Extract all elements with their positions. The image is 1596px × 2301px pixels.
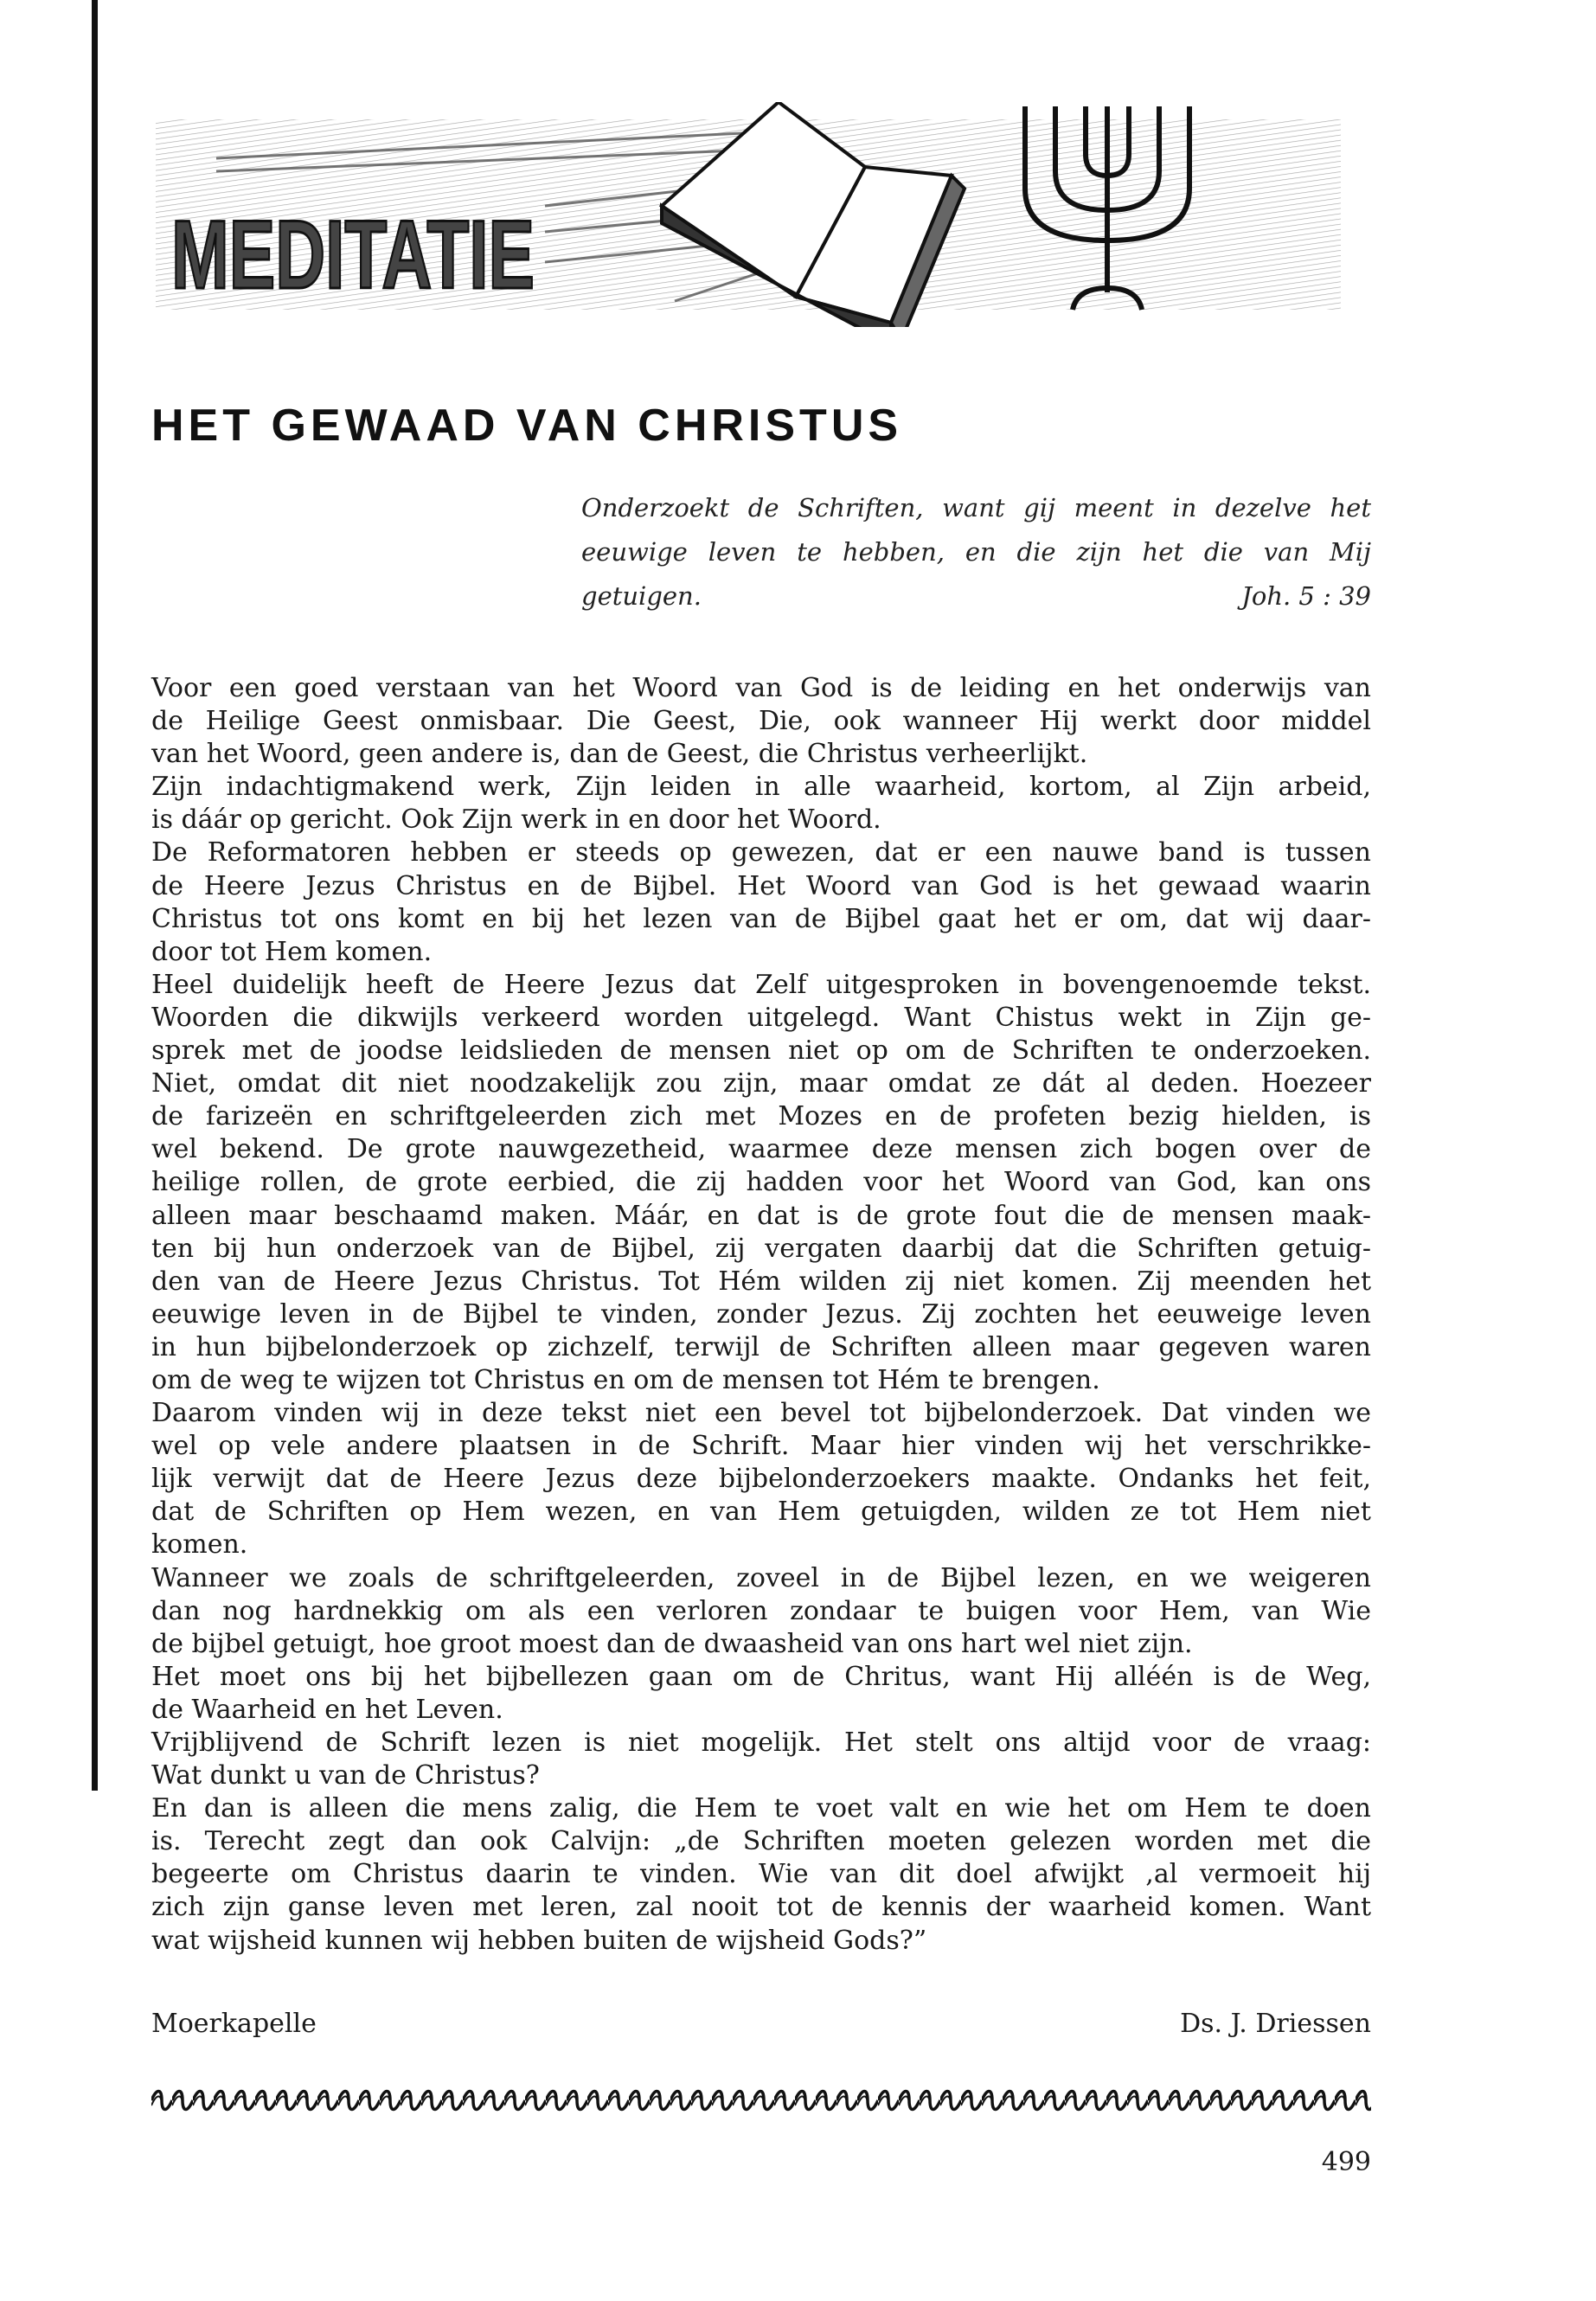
paragraph-line: dan nog hardnekkig om als een verloren zondaar te buigen voor Hem, van Wie xyxy=(151,1595,1371,1626)
page-title: HET GEWAAD VAN CHRISTUS xyxy=(151,401,903,451)
paragraph-line: de Waarheid en het Leven. xyxy=(151,1694,503,1725)
article-body xyxy=(151,672,1371,1958)
page-edge-rule xyxy=(92,0,98,1791)
banner-word: MEDITATIE xyxy=(171,201,535,309)
paragraph-line: van het Woord, geen andere is, dan de Geest, die Christus verheerlijkt. xyxy=(151,739,1088,770)
paragraph-line: wel bekend. De grote nauwgezetheid, waarmee deze mensen zich bogen over de xyxy=(151,1134,1371,1165)
paragraph-line: is. Terecht zegt dan ook Calvijn: „de Schriften moeten gelezen worden met die xyxy=(151,1826,1371,1857)
paragraph-line: zich zijn ganse leven met leren, zal nooit tot de kennis der waarheid komen. Want xyxy=(151,1892,1371,1923)
paragraph-line: begeerte om Christus daarin te vinden. Wie van dit doel afwijkt ,al vermoeit hij xyxy=(151,1859,1371,1890)
paragraph-line: de Heilige Geest onmisbaar. Die Geest, Die, ook wanneer Hij werkt door middel xyxy=(151,706,1371,737)
paragraph-line: Vrijblijvend de Schrift lezen is niet mogelijk. Het stelt ons altijd voor de vraag: xyxy=(151,1727,1371,1758)
paragraph-line: eeuwige leven in de Bijbel te vinden, zonder Jezus. Zij zochten het eeuweige leven xyxy=(151,1298,1371,1330)
paragraph-line: de bijbel getuigt, hoe groot moest dan de dwaasheid van ons hart wel niet zijn. xyxy=(151,1628,1193,1659)
paragraph-line: Wanneer we zoals de schriftgeleerden, zoveel in de Bijbel lezen, en we weigeren xyxy=(151,1562,1371,1593)
paragraph-line: Voor een goed verstaan van het Woord van God is de leiding en het onderwijs van xyxy=(151,673,1371,703)
paragraph-line: om de weg te wijzen tot Christus en om de mensen tot Hém te brengen. xyxy=(151,1364,1100,1395)
paragraph-line: in hun bijbelonderzoek op zichzelf, terwijl de Schriften alleen maar gegeven waren xyxy=(151,1331,1371,1362)
paragraph-line: wel op vele andere plaatsen in de Schrift. Maar hier vinden wij het verschrikke- xyxy=(151,1431,1371,1462)
paragraph-line: Zijn indachtigmakend werk, Zijn leiden in alle waarheid, kortom, al Zijn arbeid, xyxy=(151,772,1371,803)
paragraph-line: ten bij hun onderzoek van de Bijbel, zij vergaten daarbij dat die Schriften getuig- xyxy=(151,1233,1371,1264)
paragraph-line: den van de Heere Jezus Christus. Tot Hém wilden zij niet komen. Zij meenden het xyxy=(151,1266,1371,1297)
epigraph-quote xyxy=(581,486,1371,619)
paragraph-line: Heel duidelijk heeft de Heere Jezus dat Zelf uitgesproken in bovengenoemde tekst. xyxy=(151,969,1371,1000)
paragraph-line: wat wijsheid kunnen wij hebben buiten de wijsheid Gods?” xyxy=(151,1925,927,1956)
paragraph-line: alleen maar beschaamd maken. Máár, en dat is de grote fout die de mensen maak- xyxy=(151,1200,1371,1231)
signature-place: Moerkapelle xyxy=(151,2009,317,2039)
paragraph-line: Woorden die dikwijls verkeerd worden uitgelegd. Want Chistus wekt in Zijn ge- xyxy=(151,1002,1371,1033)
signature-author: Ds. J. Driessen xyxy=(1180,2009,1371,2039)
paragraph-line: door tot Hem komen. xyxy=(151,936,433,967)
paragraph-line: Wat dunkt u van de Christus? xyxy=(151,1760,540,1791)
paragraph-line: Daarom vinden wij in deze tekst niet een bevel tot bijbelonderzoek. Dat vinden we xyxy=(151,1398,1371,1429)
paragraph-line: heilige rollen, de grote eerbied, die zij hadden voor het Woord van God, kan ons xyxy=(151,1167,1371,1198)
paragraph-line: Het moet ons bij het bijbellezen gaan om de Chritus, want Hij alléén is de Weg, xyxy=(151,1661,1371,1692)
epigraph-line: getuigen. xyxy=(581,581,702,611)
epigraph-line: Onderzoekt de Schriften, want gij meent in dezelve het xyxy=(581,493,1371,522)
signature-row xyxy=(151,2009,1371,2039)
decorative-wave-border xyxy=(151,2088,1371,2112)
paragraph-line: Niet, omdat dit niet noodzakelijk zou zijn, maar omdat ze dát al deden. Hoezeer xyxy=(151,1068,1371,1099)
page-number: 499 xyxy=(1321,2147,1371,2177)
paragraph-line: de Heere Jezus Christus en de Bijbel. Het Woord van God is het gewaad waarin xyxy=(151,870,1371,901)
paragraph-line: de farizeën en schriftgeleerden zich met Mozes en de profeten bezig hielden, is xyxy=(151,1101,1371,1132)
epigraph-line: eeuwige leven te hebben, en die zijn het die van Mij xyxy=(581,537,1371,567)
paragraph-line: dat de Schriften op Hem wezen, en van Hem getuigden, wilden ze tot Hem niet xyxy=(151,1497,1371,1528)
meditatie-banner xyxy=(156,102,1367,327)
paragraph-line: Christus tot ons komt en bij het lezen van de Bijbel gaat het er om, dat wij daar- xyxy=(151,903,1371,934)
paragraph-line: is dáár op gericht. Ook Zijn werk in en door het Woord. xyxy=(151,804,881,836)
scripture-reference: Joh. 5 : 39 xyxy=(1241,581,1371,611)
paragraph-line: komen. xyxy=(151,1529,248,1561)
paragraph-line: lijk verwijt dat de Heere Jezus deze bijbelonderzoekers maakte. Ondanks het feit, xyxy=(151,1464,1371,1495)
paragraph-line: En dan is alleen die mens zalig, die Hem te voet valt en wie het om Hem te doen xyxy=(151,1793,1371,1824)
paragraph-line: De Reformatoren hebben er steeds op gewezen, dat er een nauwe band is tussen xyxy=(151,837,1371,868)
paragraph-line: sprek met de joodse leidslieden de mensen niet op om de Schriften te onderzoeken. xyxy=(151,1035,1371,1067)
